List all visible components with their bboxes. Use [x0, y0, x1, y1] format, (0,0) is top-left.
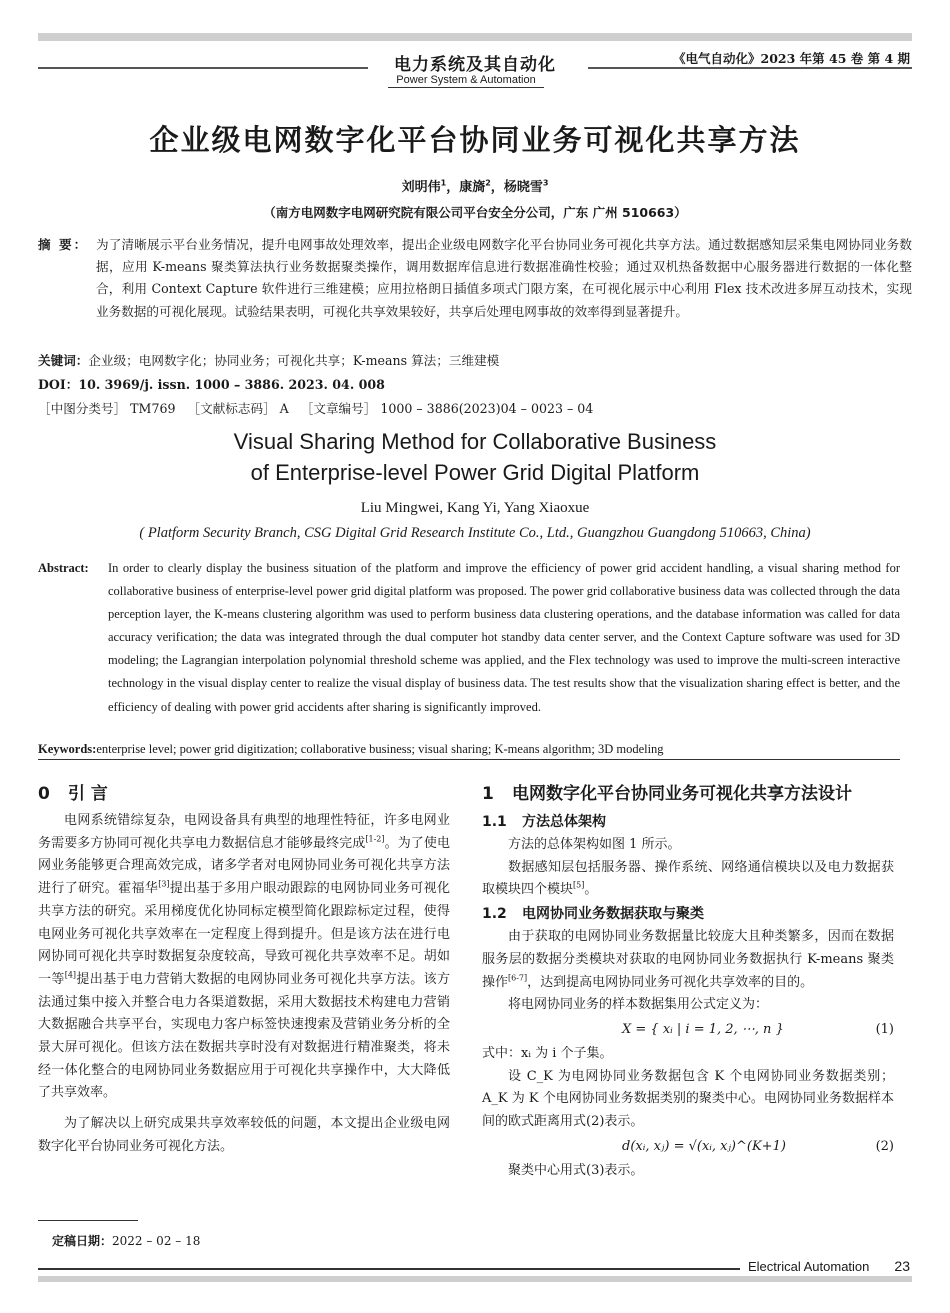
section-0-paragraph-2: 为了解决以上研究成果共享效率较低的问题，本文提出企业级电网数字化平台协同业务可视化方法。 — [38, 1116, 450, 1154]
abstract-cn — [38, 234, 912, 323]
s0-p1-d: 提出基于电力营销大数据的电网协同业务可视化共享方法。该方法通过集中接入并整合电力各渠道数据，采用大数据技术构建电力营销大数据融合共享平台，实现电力客户标签快速搜索及营销业务分析的全景大屏可视化。但该方法在数据共享时没有对数据进行精准聚类，将未经一体化整合的电网协同业务数据应用于可视化共享操作中，大大降低了共享效率。 — [38, 971, 450, 1101]
footer-band — [38, 1276, 912, 1282]
abstract-cn-label: 摘 要： — [38, 237, 89, 252]
section-0-number: 0 — [38, 784, 50, 804]
s0-p1-c: 提出基于多用户眼动跟踪的电网协同业务可视化共享方法的研究。采用梯度优化协同标定模型简化跟踪标定过程，使得电网业务可视化共享效率在一定程度上得到提升。但是该方法在进行电网协同可视化共享时数据复杂度较高，导致可视化共享效率不足。胡如一等 — [38, 881, 450, 987]
doi: DOI：10. 3969/j. issn. 1000 – 3886. 2023. 04. 008 — [38, 377, 385, 392]
s12-paragraph-2: 将电网协同业务的样本数据集用公式定义为： — [508, 997, 769, 1013]
keywords-cn-label: 关键词： — [38, 353, 89, 368]
affiliation-en: ( Platform Security Branch, CSG Digital Grid Research Institute Co., Ltd., Guangzhou Guangdong 510663, China) — [139, 525, 811, 541]
equation-2-number: (2) — [875, 1138, 894, 1154]
classification-info: ［中图分类号］ TM769 ［文献标志码］ A ［文章编号］ 1000 – 3886(2023)04 – 0023 – 04 — [38, 401, 594, 416]
footer-rule — [38, 1268, 740, 1270]
citation-4: [4] — [64, 970, 77, 980]
keywords-cn-text: 企业级；电网数字化；协同业务；可视化共享；K-means 算法；三维建模 — [88, 353, 500, 368]
footnote — [52, 1232, 200, 1249]
section-1-heading — [482, 780, 894, 808]
title-en-line-2: of Enterprise-level Power Grid Digital Platform — [250, 460, 700, 485]
keywords-cn — [38, 350, 499, 369]
equation-1 — [482, 1017, 894, 1043]
s11-p2-a: 数据感知层包括服务器、操作系统、网络通信模块以及电力数据获取模块四个模块 — [482, 859, 894, 898]
author-3: 杨晓雪 — [503, 180, 543, 195]
s12-paragraph-5: 聚类中心用式(3)表示。 — [508, 1162, 644, 1178]
s12-paragraph-3: 式中：xᵢ 为 i 个子集。 — [482, 1045, 613, 1061]
footer-journal: Electrical Automation — [748, 1259, 870, 1274]
issue-info: 《电气自动化》2023 年第 45 卷 第 4 期 — [673, 51, 910, 66]
s11-paragraph-1: 方法的总体架构如图 1 所示。 — [508, 837, 681, 852]
equation-2-body: d(xᵢ, xⱼ) = √(xᵢ, xⱼ)^(K+1) — [622, 1138, 786, 1154]
footnote-label: 定稿日期： — [52, 1234, 113, 1248]
author-3-sup: 3 — [542, 178, 549, 188]
abstract-en — [38, 557, 900, 719]
title-en-line-1: Visual Sharing Method for Collaborative Business — [233, 429, 717, 454]
s12-paragraph-1 — [482, 926, 894, 994]
author-2-sup: 2 — [485, 178, 491, 188]
section-1-2-heading — [482, 902, 894, 926]
section-1-number: 1 — [482, 784, 494, 804]
s0-p1-b: 。为了使电网业务能够更合理高效完成，诸多学者对电网协同业务可视化共享方法进行了研究。霍福华 — [38, 835, 450, 897]
citation-1-2: [1-2] — [365, 834, 385, 844]
s11-p2-b: 。 — [584, 882, 598, 898]
column-left — [38, 780, 450, 1159]
keywords-en-label: Keywords: — [38, 742, 97, 756]
keywords-en-text: enterprise level; power grid digitization; collaborative business; visual sharing; K-means algorithm; 3D modeling — [96, 742, 664, 756]
journal-section-en: Power System & Automation — [388, 74, 544, 88]
section-0-heading — [38, 780, 450, 808]
abstract-en-text: In order to clearly display the business situation of the platform and improve the efficiency of power grid accident handling, a visual sharing method for collaborative business of enterprise-level power grid digital platform was proposed. The power grid collaborative business data was collected through the data perception layer, the K-means clustering algorithm was used to perform business data clustering operations, and the database information was called for data accuracy verification; the data was integrated through the dual computer hot standby data center server, and the Context Capture software was used for 3D modeling; the Lagrangian interpolation polynomial threshold scheme was applied, and the Flex technology was used to improve the multi-screen interactive technology in the visual display center to realize the visual display of business data. The test results show that the visualization sharing effect is better, and the efficiency of dealing with power grid accidents after sharing is significantly improved. — [108, 561, 900, 714]
journal-section-cn: 电力系统及其自动化 — [394, 55, 556, 75]
abstract-cn-text: 为了清晰展示平台业务情况，提升电网事故处理效率，提出企业级电网数字化平台协同业务可视化共享方法。通过数据感知层采集电网协同业务数据，应用 K-means 聚类算法执行业务数据聚类操作，调用数据库信息进行数据准确性校验；通过双机热备数据中心服务器进行数据的一体化整合，利用 Context Capture 软件进行三维建模；应用拉格朗日插值多项式门限方案，在可视化展示中心利用 Flex 技术改进多屏互动技术，实现业务数据的可视化展现。试验结果表明，可视化共享效果较好，共享后处理电网事故的效率得到显著提升。 — [96, 237, 912, 319]
footnote-rule — [38, 1220, 138, 1221]
equation-1-body: X = { xᵢ | i = 1, 2, ⋯, n } — [622, 1021, 784, 1037]
section-1-1-heading — [482, 810, 894, 834]
column-right — [482, 780, 894, 1182]
citation-5: [5] — [573, 881, 585, 891]
abstract-en-label: Abstract: — [38, 561, 89, 575]
section-1-1-title: 方法总体架构 — [522, 814, 606, 830]
footnote-date: 2022 – 02 – 18 — [112, 1234, 201, 1248]
s12-p1-b: ，达到提高电网协同业务可视化共享效率的目的。 — [527, 974, 814, 990]
section-1-1-number: 1.1 — [482, 814, 507, 830]
author-2: 康旖 — [459, 180, 486, 195]
citation-6-7: [6-7] — [508, 973, 528, 983]
s0-p1-a: 电网系统错综复杂，电网设备具有典型的地理性特征，许多电网业务需要多方协同可视化共享电力数据信息才能够最终完成 — [38, 813, 450, 851]
s11-paragraph-2 — [482, 857, 894, 902]
equation-1-number: (1) — [875, 1021, 894, 1037]
author-1-sup: 1 — [440, 178, 447, 188]
s12-paragraph-4: 设 C_K 为电网协同业务数据包含 K 个电网协同业务数据类别；A_K 为 K 个电网协同业务数据类别的聚类中心。电网协同业务数据样本间的欧式距离用式(2)表示。 — [482, 1068, 894, 1130]
paper-title-en — [0, 426, 950, 488]
section-0-title: 引 言 — [68, 784, 108, 804]
header-band — [38, 33, 912, 41]
page-number: 23 — [894, 1258, 910, 1274]
authors-en: Liu Mingwei, Kang Yi, Yang Xiaoxue — [360, 500, 590, 516]
affiliation-cn: （南方电网数字电网研究院有限公司平台安全分公司，广东 广州 510663） — [263, 205, 687, 220]
section-1-2-title: 电网协同业务数据获取与聚类 — [522, 906, 704, 923]
authors-cn: 刘明伟$^1$，康旖$^2$，杨晓雪$^3$ — [401, 178, 549, 195]
paper-title-cn: 企业级电网数字化平台协同业务可视化共享方法 — [149, 123, 801, 157]
author-1: 刘明伟 — [401, 180, 441, 195]
keywords-en — [38, 742, 900, 760]
section-1-title: 电网数字化平台协同业务可视化共享方法设计 — [512, 784, 852, 804]
section-0-paragraph-1 — [38, 810, 450, 1105]
s12-p1-a: 由于获取的电网协同业务数据量比较庞大且种类繁多，因而在数据服务层的数据分类模块对获取的电网协同业务数据执行 K-means 聚类操作 — [482, 929, 894, 990]
equation-2 — [482, 1134, 894, 1160]
citation-3: [3] — [158, 879, 170, 889]
section-1-2-number: 1.2 — [482, 906, 507, 923]
